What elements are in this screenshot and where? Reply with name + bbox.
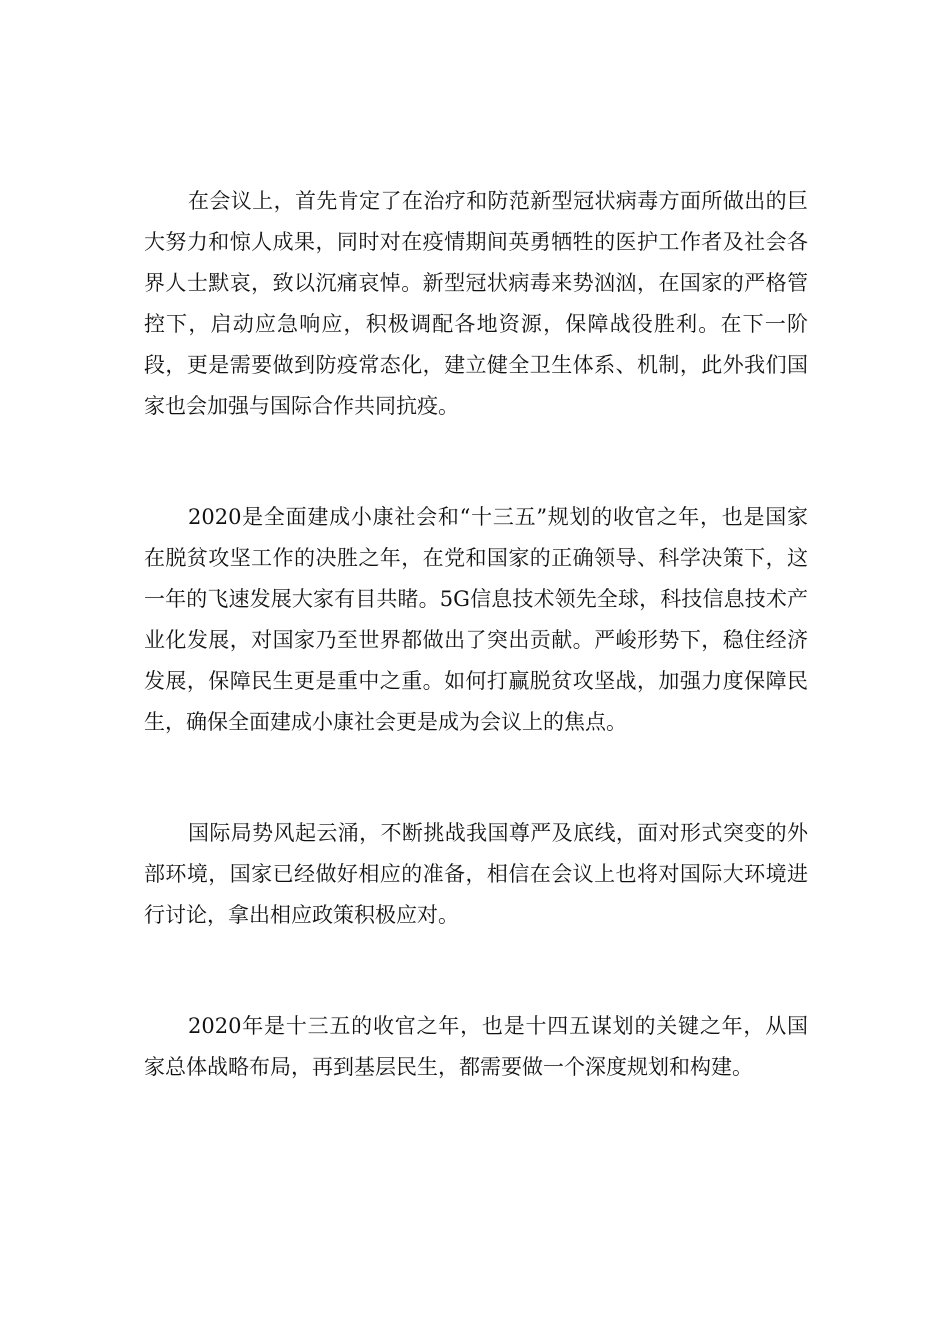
paragraph-five-year-plan: 2020年是十三五的收官之年，也是十四五谋划的关键之年，从国家总体战略布局，再到基层民生，都需要做一个深度规划和构建。 <box>144 1014 808 1079</box>
paragraph-poverty-alleviation: 2020是全面建成小康社会和“十三五”规划的收官之年，也是国家在脱贫攻坚工作的决胜之年，在党和国家的正确领导、科学决策下，这一年的飞速发展大家有目共睹。5G信息技术领先全球，科技信息技术产业化发展，对国家乃至世界都做出了突出贡献。严峻形势下，稳住经济发展，保障民生更是重中之重。如何打赢脱贫攻坚战，加强力度保障民生，确保全面建成小康社会更是成为会议上的焦点。 <box>144 505 808 734</box>
paragraph-pandemic-response: 在会议上，首先肯定了在治疗和防范新型冠状病毒方面所做出的巨大努力和惊人成果，同时对在疫情期间英勇牺牲的医护工作者及社会各界人士默哀，致以沉痛哀悼。新型冠状病毒来势汹汹，在国家的严格管控下，启动应急响应，积极调配各地资源，保障战役胜利。在下一阶段，更是需要做到防疫常态化，建立健全卫生体系、机制，此外我们国家也会加强与国际合作共同抗疫。 <box>144 189 808 418</box>
document-body <box>144 181 808 1088</box>
paragraph-international-situation: 国际局势风起云涌，不断挑战我国尊严及底线，面对形式突变的外部环境，国家已经做好相应的准备，相信在会议上也将对国际大环境进行讨论，拿出相应政策积极应对。 <box>144 821 808 927</box>
